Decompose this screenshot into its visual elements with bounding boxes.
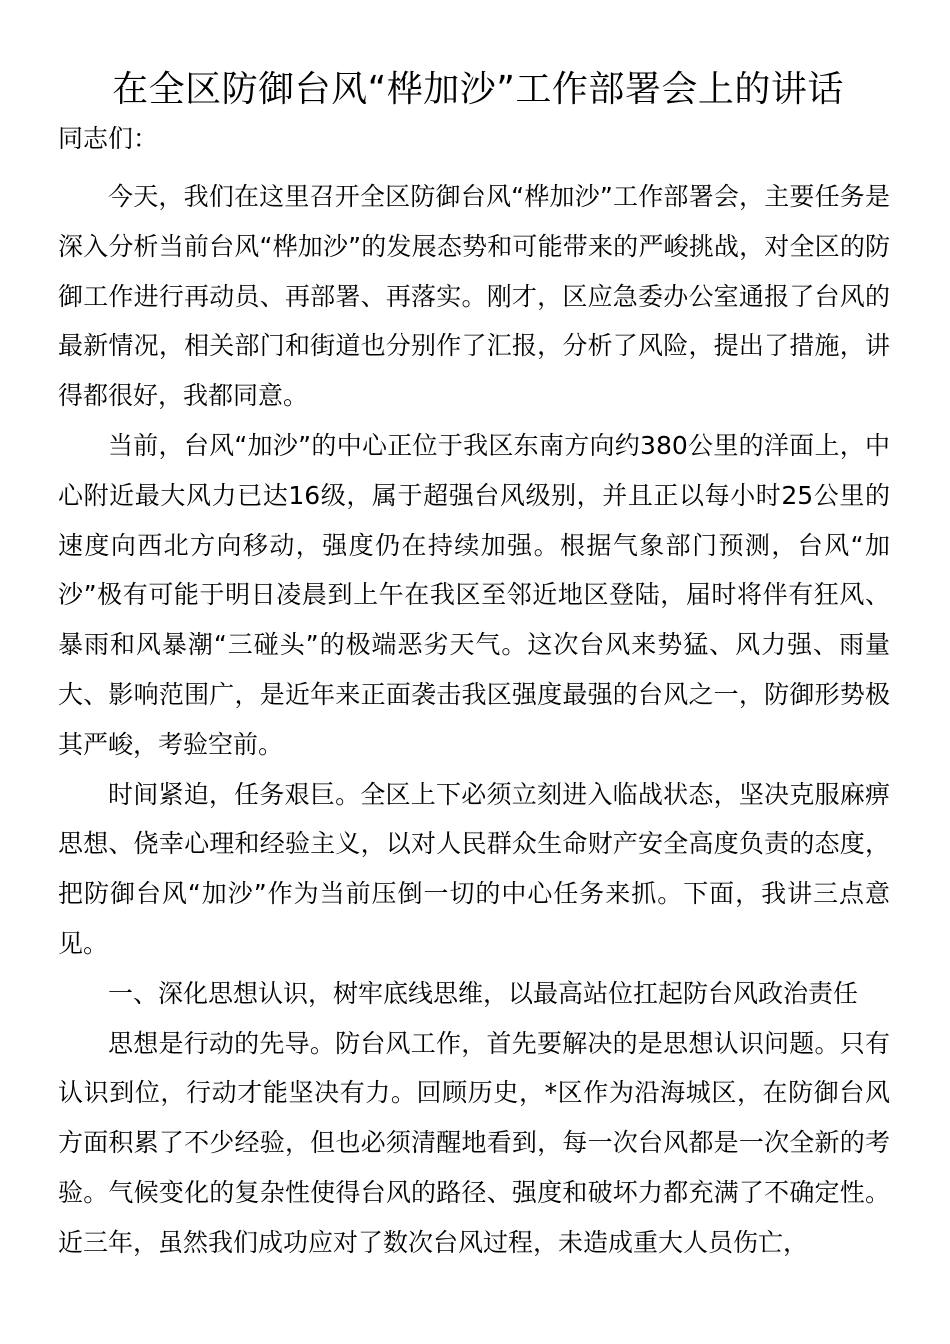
document-title: 在全区防御台风“桦加沙”工作部署会上的讲话 [112, 69, 844, 110]
paragraph-urgency: 时间紧迫，任务艰巨。全区上下必须立刻进入临战状态，坚决克服麻痹思想、侥幸心理和经验主义，以对人民群众生命财产安全高度负责的态度，把防御台风“加沙”作为当前压倒一切的中心任务来抓。下面，我讲三点意见。 [58, 779, 890, 958]
paragraph-opening: 今天，我们在这里召开全区防御台风“桦加沙”工作部署会，主要任务是深入分析当前台风“桦加沙”的发展态势和可能带来的严峻挑战，对全区的防御工作进行再动员、再部署、再落实。刚才，区应急委办公室通报了台风的最新情况，相关部门和街道也分别作了汇报，分析了风险，提出了措施，讲得都很好，我都同意。 [58, 182, 890, 411]
salutation: 同志们： [58, 124, 159, 153]
paragraph-typhoon-status: 当前，台风“加沙”的中心正位于我区东南方向约380公里的洋面上，中心附近最大风力已达16级，属于超强台风级别，并且正以每小时25公里的速度向西北方向移动，强度仍在持续加强。根据气象部门预测，台风“加沙”极有可能于明日凌晨到上午在我区至邻近地区登陆，届时将伴有狂风、暴雨和风暴潮“三碰头”的极端恶劣天气。这次台风来势猛、风力强、雨量大、影响范围广，是近年来正面袭击我区强度最强的台风之一，防御形势极其严峻，考验空前。 [58, 430, 890, 759]
section-heading-one: 一、深化思想认识，树牢底线思维，以最高站位扛起防台风政治责任 [108, 978, 859, 1008]
paragraph-section-one: 思想是行动的先导。防台风工作，首先要解决的是思想认识问题。只有认识到位，行动才能坚决有力。回顾历史，*区作为沿海城区，在防御台风方面积累了不少经验，但也必须清醒地看到，每一次台风都是一次全新的考验。气候变化的复杂性使得台风的路径、强度和破坏力都充满了不确定性。近三年，虽然我们成功应对了数次台风过程，未造成重大人员伤亡， [58, 1028, 890, 1257]
